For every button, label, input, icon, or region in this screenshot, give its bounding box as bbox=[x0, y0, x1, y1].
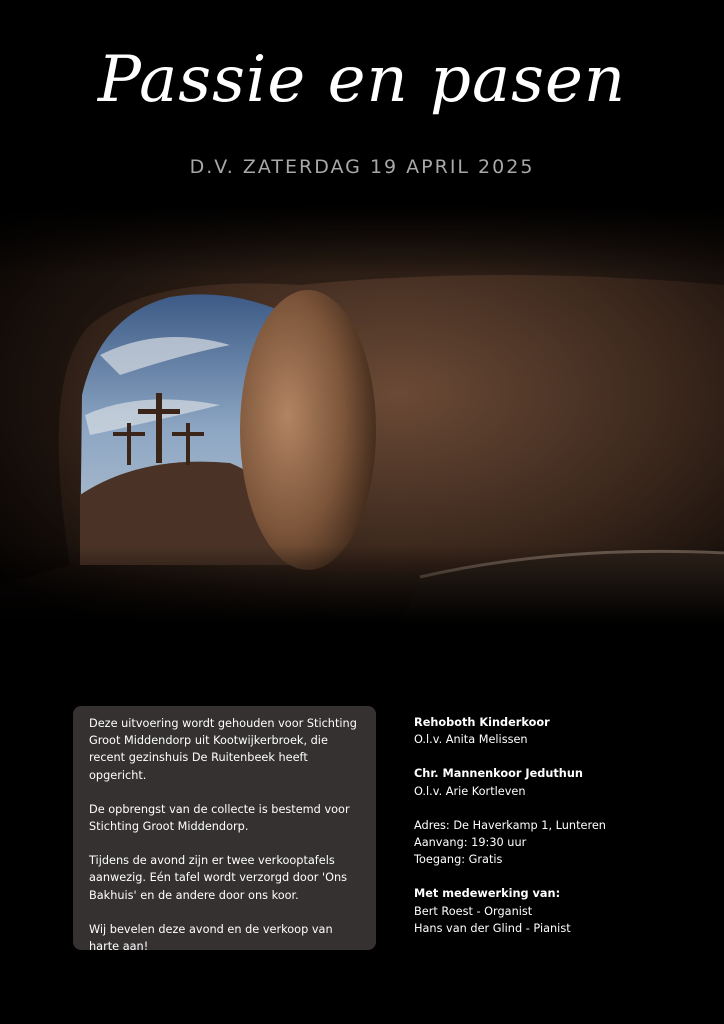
info-paragraph: Deze uitvoering wordt gehouden voor Stichting Groot Middendorp uit Kootwijkerbroek, die recent gezinshuis De Ruitenbeek heeft opgericht. bbox=[89, 717, 357, 782]
page-title: Passie en pasen bbox=[97, 43, 627, 117]
collab-person: Bert Roest - Organist bbox=[414, 904, 533, 918]
choir-name: Chr. Mannenkoor Jeduthun bbox=[414, 767, 583, 781]
collab-heading: Met medewerking van: bbox=[414, 887, 561, 901]
info-paragraph: De opbrengst van de collecte is bestemd voor Stichting Groot Middendorp. bbox=[89, 802, 350, 834]
address: Adres: De Haverkamp 1, Lunteren bbox=[414, 818, 606, 832]
collab-person: Hans van der Glind - Pianist bbox=[414, 921, 571, 935]
start-time: Aanvang: 19:30 uur bbox=[414, 836, 527, 850]
info-paragraph: Wij bevelen deze avond en de verkoop van harte aan! bbox=[89, 922, 333, 954]
event-date: D.V. ZATERDAG 19 APRIL 2025 bbox=[189, 156, 535, 178]
choir-leader: O.l.v. Arie Kortleven bbox=[414, 784, 526, 798]
practical-info bbox=[414, 817, 714, 869]
choir-block bbox=[414, 765, 714, 799]
collaboration bbox=[414, 885, 714, 937]
empty-tomb-illustration bbox=[0, 205, 724, 625]
info-paragraph: Tijdens de avond zijn er twee verkooptafels aanwezig. Eén tafel wordt verzorgd door 'Ons Bakhuis' en de andere door ons koor. bbox=[89, 854, 348, 902]
entry-fee: Toegang: Gratis bbox=[414, 853, 503, 867]
choir-block bbox=[414, 714, 714, 748]
event-details bbox=[414, 714, 714, 954]
info-box bbox=[73, 706, 376, 954]
choir-name: Rehoboth Kinderkoor bbox=[414, 716, 550, 729]
choir-leader: O.l.v. Anita Melissen bbox=[414, 733, 528, 747]
